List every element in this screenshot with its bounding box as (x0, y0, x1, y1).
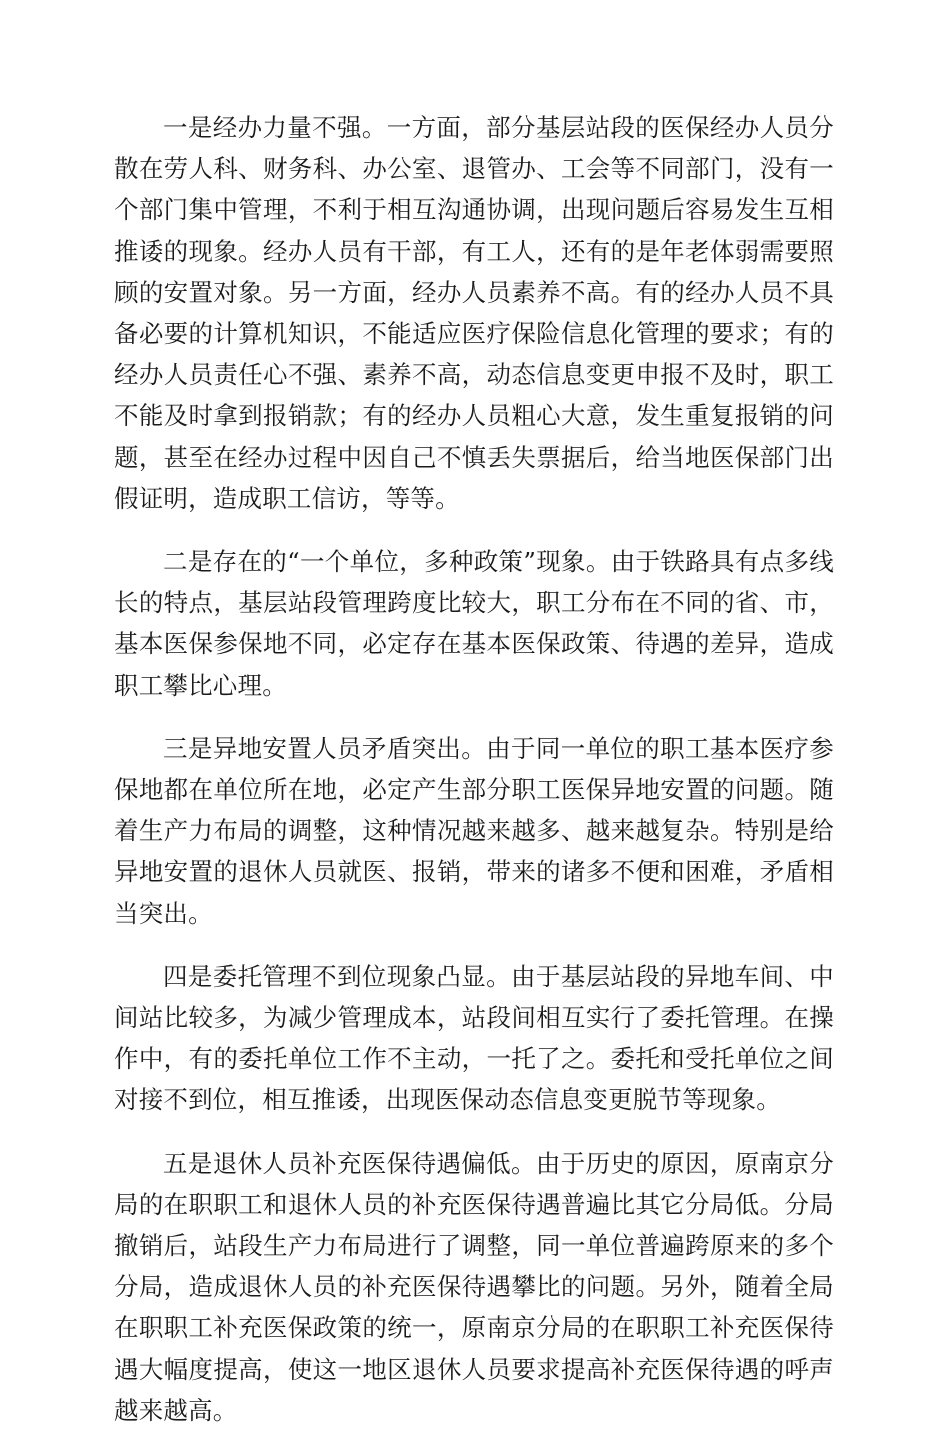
paragraph-3: 三是异地安置人员矛盾突出。由于同一单位的职工基本医疗参保地都在单位所在地，必定产生部分职工医保异地安置的问题。随着生产力布局的调整，这种情况越来越多、越来越复杂。特别是给异地安置的退休人员就医、报销，带来的诸多不便和困难，矛盾相当突出。 (114, 733, 834, 928)
paragraph-4: 四是委托管理不到位现象凸显。由于基层站段的异地车间、中间站比较多，为减少管理成本，站段间相互实行了委托管理。在操作中，有的委托单位工作不主动，一托了之。委托和受托单位之间对接不到位，相互推诿，出现医保动态信息变更脱节等现象。 (114, 961, 834, 1115)
paragraph-1: 一是经办力量不强。一方面，部分基层站段的医保经办人员分散在劳人科、财务科、办公室、退管办、工会等不同部门，没有一个部门集中管理，不利于相互沟通协调，出现问题后容易发生互相推诿的现象。经办人员有干部，有工人，还有的是年老体弱需要照顾的安置对象。另一方面，经办人员素养不高。有的经办人员不具备必要的计算机知识，不能适应医疗保险信息化管理的要求；有的经办人员责任心不强、素养不高，动态信息变更申报不及时，职工不能及时拿到报销款；有的经办人员粗心大意，发生重复报销的问题，甚至在经办过程中因自己不慎丢失票据后，给当地医保部门出假证明，造成职工信访，等等。 (114, 113, 834, 513)
paragraph-2: 二是存在的“一个单位，多种政策”现象。由于铁路具有点多线长的特点，基层站段管理跨度比较大，职工分布在不同的省、市，基本医保参保地不同，必定存在基本医保政策、待遇的差异，造成职工攀比心理。 (114, 547, 834, 700)
paragraph-5: 五是退休人员补充医保待遇偏低。由于历史的原因，原南京分局的在职职工和退休人员的补充医保待遇普遍比其它分局低。分局撤销后，站段生产力布局进行了调整，同一单位普遍跨原来的多个分局，造成退休人员的补充医保待遇攀比的问题。另外，随着全局在职职工补充医保政策的统一，原南京分局的在职职工补充医保待遇大幅度提高，使这一地区退休人员要求提高补充医保待遇的呼声越来越高。 (114, 1148, 834, 1425)
document-body (114, 107, 834, 1453)
